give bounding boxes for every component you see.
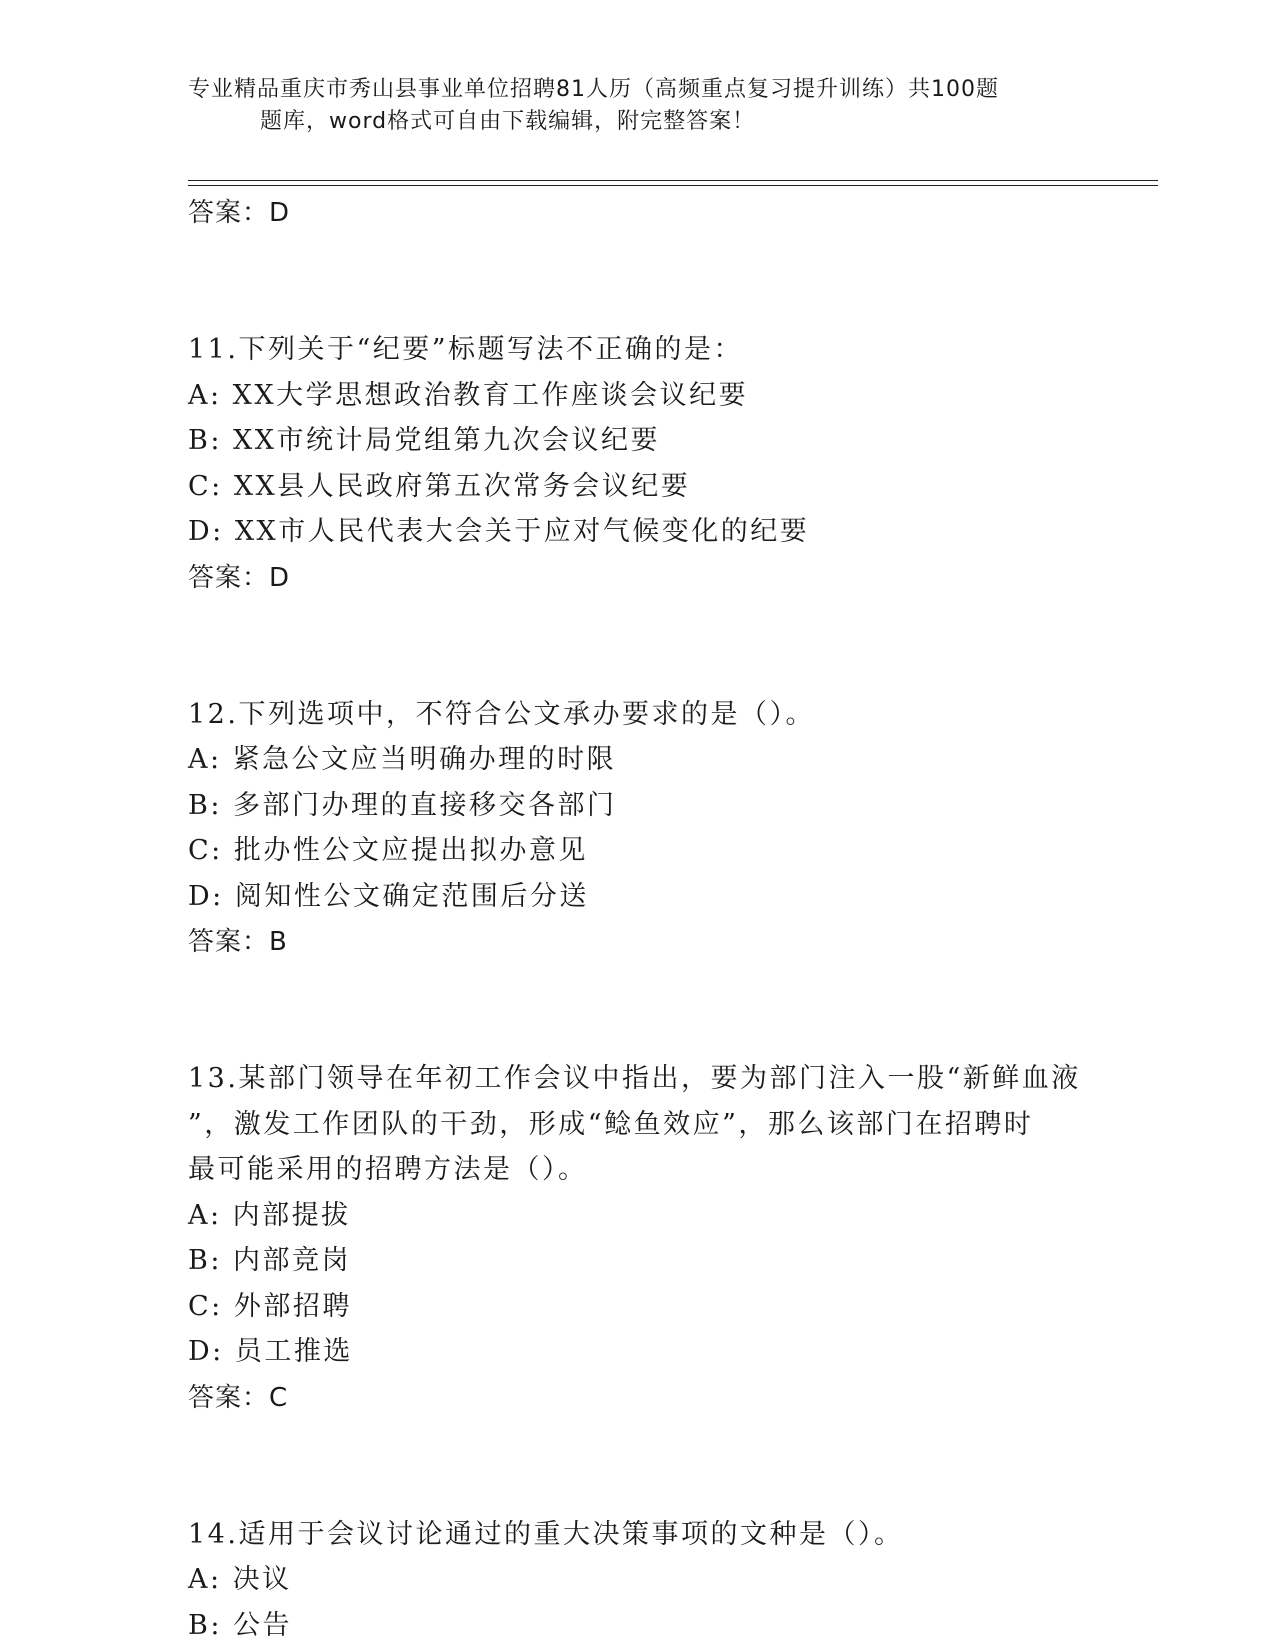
option-b: B: 内部竞岗 bbox=[188, 1245, 352, 1276]
question-12 bbox=[188, 692, 1088, 966]
question-stem: 12.下列选项中，不符合公文承办要求的是（）。 bbox=[188, 698, 815, 730]
question-stem: 11.下列关于“纪要”标题写法不正确的是： bbox=[188, 334, 744, 365]
option-c: C: XX县人民政府第五次常务会议纪要 bbox=[188, 470, 691, 502]
option-b: B: 多部门办理的直接移交各部门 bbox=[188, 789, 617, 821]
document-header bbox=[0, 74, 1275, 138]
spacer bbox=[188, 236, 1088, 327]
spacer bbox=[188, 601, 1088, 692]
header-rule-thin bbox=[188, 185, 1158, 186]
question-stem-line-2: ”，激发工作团队的干劲，形成“鲶鱼效应”，那么该部门在招聘时 bbox=[188, 1108, 1034, 1140]
previous-answer: 答案：D bbox=[188, 198, 291, 228]
answer: 答案：D bbox=[188, 562, 291, 593]
option-a: A: 内部提拔 bbox=[188, 1199, 351, 1231]
question-11 bbox=[188, 327, 1088, 601]
question-stem-line-1: 13.某部门领导在年初工作会议中指出，要为部门注入一股“新鲜血液 bbox=[188, 1063, 1081, 1094]
answer: 答案：B bbox=[188, 927, 288, 957]
option-b: B: 公告 bbox=[188, 1609, 293, 1641]
question-13 bbox=[188, 1056, 1088, 1421]
answer: 答案：C bbox=[188, 1382, 289, 1413]
header-title-line-1: 专业精品重庆市秀山县事业单位招聘81人历（高频重点复习提升训练）共100题 bbox=[188, 77, 999, 102]
question-14 bbox=[188, 1512, 1088, 1649]
option-a: A: 紧急公文应当明确办理的时限 bbox=[188, 744, 617, 775]
question-stem: 14.适用于会议讨论通过的重大决策事项的文种是（）。 bbox=[188, 1518, 904, 1550]
option-d: D: XX市人民代表大会关于应对气候变化的纪要 bbox=[188, 516, 810, 547]
spacer bbox=[188, 1421, 1088, 1512]
option-c: C: 外部招聘 bbox=[188, 1290, 352, 1322]
option-b: B: XX市统计局党组第九次会议纪要 bbox=[188, 425, 660, 456]
option-c: C: 批办性公文应提出拟办意见 bbox=[188, 835, 588, 866]
option-d: D: 阅知性公文确定范围后分送 bbox=[188, 880, 589, 912]
spacer bbox=[188, 965, 1088, 1056]
option-a: A: 决议 bbox=[188, 1564, 292, 1595]
question-list bbox=[188, 190, 1088, 1648]
header-title-line-2: 题库，word格式可自由下载编辑，附完整答案！ bbox=[260, 109, 756, 134]
option-d: D: 员工推选 bbox=[188, 1336, 353, 1367]
question-stem-line-3: 最可能采用的招聘方法是（）。 bbox=[188, 1154, 588, 1185]
option-a: A: XX大学思想政治教育工作座谈会议纪要 bbox=[188, 379, 749, 411]
header-rule-thick bbox=[188, 180, 1158, 181]
